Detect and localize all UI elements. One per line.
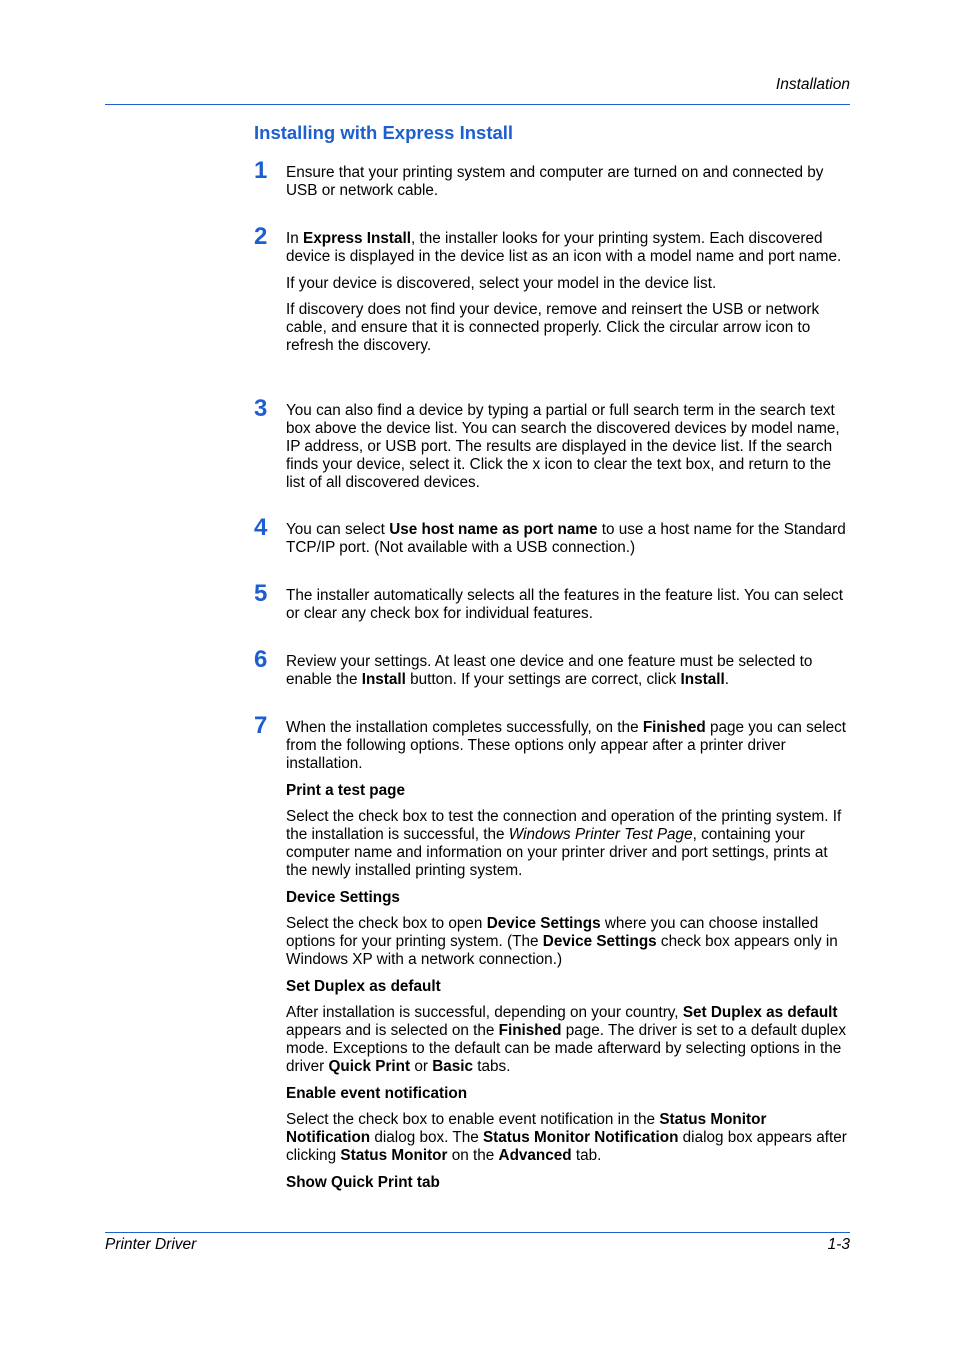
step-body — [286, 230, 851, 355]
header-rule — [105, 104, 850, 105]
step-text: Review your settings. At least one device and one feature must be selected to enable the Install button. If your settings are correct, click Install. — [286, 653, 813, 688]
step-number: 1 — [254, 157, 268, 184]
step-body — [286, 164, 851, 200]
option-text: Select the check box to test the connection and operation of the printing system. If the installation is successful, the Windows Printer Test Page, containing your computer name and information on your printer driver and port settings, prints at the newly installed printing system. — [286, 808, 842, 879]
step-text: The installer automatically selects all the features in the feature list. You can select or clear any check box for individual features. — [286, 587, 843, 622]
footer-title: Printer Driver — [105, 1236, 197, 1253]
step-number: 4 — [254, 514, 268, 541]
step-text: When the installation completes successfully, on the Finished page you can select from the following options. These options only appear after a printer driver installation. — [286, 719, 847, 772]
step-body — [286, 587, 851, 623]
step-number: 7 — [254, 712, 268, 739]
step-body — [286, 402, 851, 492]
option-text: Select the check box to open Device Settings where you can choose installed options for your printing system. (The Device Settings check box appears only in Windows XP with a network connection.) — [286, 915, 838, 968]
option-heading: Device Settings — [286, 888, 400, 906]
step-text: Ensure that your printing system and computer are turned on and connected by USB or network cable. — [286, 164, 824, 199]
section-title: Installing with Express Install — [254, 122, 514, 143]
step-text: You can also find a device by typing a partial or full search term in the search text box above the device list. You can search the discovered devices by model name, IP address, or USB port. The results are displayed in the device list. If the search finds your device, select it. Click the x icon to clear the text box, and return to the list of all discovered devices. — [286, 402, 840, 491]
footer-rule — [105, 1232, 850, 1233]
option-heading: Print a test page — [286, 781, 406, 799]
step-text: If discovery does not find your device, remove and reinsert the USB or network cable, and ensure that it is connected properly. Click the circular arrow icon to refresh the discovery. — [286, 301, 820, 354]
option-text: After installation is successful, depending on your country, Set Duplex as default appears and is selected on the Finished page. The driver is set to a default duplex mode. Exceptions to the default can be made afterward by selecting options in the driver Quick Print or Basic tabs. — [286, 1004, 847, 1075]
step-number: 2 — [254, 223, 268, 250]
step-body — [286, 719, 851, 1192]
page-number: 1-3 — [827, 1236, 850, 1253]
step-number: 3 — [254, 395, 268, 422]
option-heading: Enable event notification — [286, 1084, 468, 1102]
step-text: If your device is discovered, select your model in the device list. — [286, 274, 717, 292]
step-text: In Express Install, the installer looks for your printing system. Each discovered device is displayed in the device list as an icon with a model name and port name. — [286, 230, 842, 265]
step-body — [286, 653, 851, 689]
option-heading: Show Quick Print tab — [286, 1173, 440, 1191]
page-header-title: Installation — [775, 76, 850, 93]
step-number: 6 — [254, 646, 268, 673]
step-body — [286, 521, 851, 557]
step-text: You can select Use host name as port name to use a host name for the Standard TCP/IP port. (Not available with a USB connection.) — [286, 521, 846, 556]
option-heading: Set Duplex as default — [286, 977, 441, 995]
option-text: Select the check box to enable event notification in the Status Monitor Notification dialog box. The Status Monitor Notification dialog box appears after clicking Status Monitor on the Advanced tab. — [286, 1111, 847, 1164]
step-number: 5 — [254, 580, 268, 607]
